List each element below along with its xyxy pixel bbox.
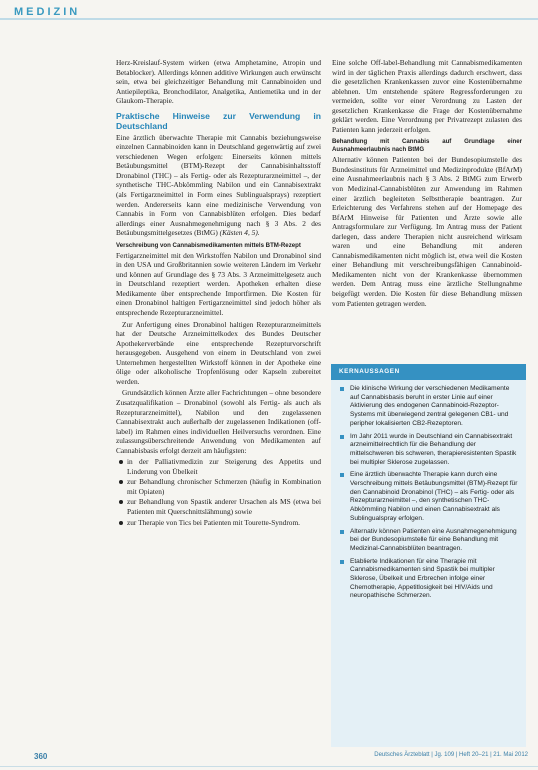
key-statements-list xyxy=(331,380,526,601)
list-item xyxy=(339,385,518,429)
square-bullet-icon xyxy=(340,387,344,391)
list-item xyxy=(116,497,321,516)
key-statements-box xyxy=(331,364,526,747)
list-item-text: in der Palliativmedizin zur Steigerung des Appetits und Linderung von Übelkeit xyxy=(127,457,321,476)
list-item xyxy=(116,518,321,528)
list-item xyxy=(339,471,518,523)
paragraph: Zur Anfertigung eines Dronabinol haltigen Rezepturarzneimittels hat der Deutsche Arzneimittelkodex des Bundes Deutscher Apothekerverbände eine entsprechende Rezepturvorschrift herausgegeben. Ausgehend von einem in Deutschland von zwei Unternehmen hergestellten Wirkstoff können in der Apotheke eine ölige oder alkoholische Tropfenlösung oder Kapseln zubereitet werden. xyxy=(116,319,321,386)
list-item-text: Eine ärztlich überwachte Therapie kann durch eine Verschreibung mittels Betäubungsmittel (BTM)-Rezept für den Cannabinoid Dronabinol (THC) – als Fertig- oder als Rezepturarzneimittel –, den synthetischen THC-Abkömmling Nabilon und einen Cannabisextrakt als Sublingualspray erfolgen. xyxy=(350,471,518,522)
list-item-text: zur Behandlung chronischer Schmerzen (häufig in Kombination mit Opiaten) xyxy=(127,477,321,496)
list-item xyxy=(116,457,321,476)
paragraph: Alternativ können Patienten bei der Bundesopiumstelle des Bundesinstituts für Arzneimittel und Medizinprodukte (BfArM) eine Ausnahmeerlaubnis nach § 3 Abs. 2 BtMG zum Erwerb von Medizinal-Cannabisblüten zur Anwendung im Rahmen einer ärztlich begleiteten Selbsttherapie beantragen. Zur Erleichterung des Verfahrens stehen auf der Homepage des BfArM Hinweise für Patienten und Ärzte sowie alle Antragsformulare zur Verfügung. Im Antrag muss der Patient darlegen, dass andere Therapien nicht ausreichend wirksam waren und eine Behandlung mit anderen Cannabismedikamenten nicht möglich ist, etwa weil die Kosten einer Behandlung mit verschreibungsfähigen Cannabinoid-Medikamenten nicht von der Krankenkasse übernommen werden. Dem Antrag muss eine ärztliche Stellungnahme beigefügt werden. Die Kosten für diese Behandlung müssen vom Patienten getragen werden. xyxy=(332,155,522,308)
square-bullet-icon xyxy=(340,530,344,534)
right-column xyxy=(332,58,522,310)
list-item xyxy=(339,433,518,468)
bullet-icon xyxy=(119,460,123,464)
indication-list xyxy=(116,457,321,527)
list-item xyxy=(339,558,518,602)
list-item-text: Die klinische Wirkung der verschiedenen Medikamente auf Cannabisbasis beruht in erster Linie auf einer Aktivierung des endogenen Cannabinoid-Rezeptor-Systems mit überwiegend zentral gelegenen CB1- und peripher lokalisierten CB2-Rezeptoren. xyxy=(350,385,510,427)
header-rule xyxy=(0,18,538,20)
box-reference: (Kästen 4, 5). xyxy=(219,228,260,238)
section-heading: Praktische Hinweise zur Verwendung in Deutschland xyxy=(116,110,321,131)
left-column xyxy=(116,58,321,528)
list-item xyxy=(339,528,518,554)
list-item xyxy=(116,477,321,496)
square-bullet-icon xyxy=(340,560,344,564)
paragraph: Grundsätzlich können Ärzte aller Fachrichtungen – ohne besondere Zusatzqualifikation – Dronabinol (sowohl als Fertig- als auch als Rezepturarzneimittel), Nabilon und den zugelassenen Cannabisextrakt auch außerhalb der zugelassenen Indikationen (off-label) im Rahmen eines individuellen Heilversuchs verordnen. Eine zulassungsüberschreitende Anwendung von Medikamenten auf Cannabisbasis erfolgt derzeit am häufigsten: xyxy=(116,388,321,455)
paragraph-text: Eine ärztlich überwachte Therapie mit Cannabis beziehungsweise einzelnen Cannabinoiden kann in Deutschland gegenwärtig auf zwei verschiedenen Wegen erfolgen: Einerseits können mittels Betäubungsmittel (BTM)-Rezept der Cannabisinhaltsstoff Dronabinol (THC) – als Fertig- oder als Rezepturarzneimittel –, der synthetische THC-Abkömmling Nabilon und ein Cannabisextrakt (als Fertigarzneimittel in Form eines Sublingualsprays) rezeptiert werden. Andererseits kann eine medizinische Verwendung von Cannabis in Form von Cannabisblüten erfolgen. Dies bedarf allerdings einer Ausnahmegenehmigung nach § 3 Abs. 2 des Betäubungsmittelgesetzes (BtMG) xyxy=(116,132,321,238)
list-item-text: Alternativ können Patienten eine Ausnahmegenehmigung bei der Bundesopiumstelle für eine Behandlung mit Medizinal-Cannabisblüten beantragen. xyxy=(350,527,517,552)
paragraph: Fertigarzneimittel mit den Wirkstoffen Nabilon und Dronabinol sind in den USA und Großbritannien sowie weiteren Ländern im Verkehr und können auf Grundlage des § 73 Abs. 3 Arzneimittelgesetz auch in Deutschland rezeptiert werden. Apotheken erhalten diese Medikamente über entsprechende Importfirmen. Die Kosten für einen Dronabinol haltigen Fertigarzneimittel sind jedoch höher als entsprechende Rezepturarzneimittel. xyxy=(116,250,321,318)
bullet-icon xyxy=(119,500,123,504)
list-item-text: Im Jahr 2011 wurde in Deutschland ein Cannabisextrakt arzneimittelrechtlich für die Behandlung der mittelschweren bis schweren, therapieresistenten Spastik bei multipler Sklerose zugelassen. xyxy=(350,432,517,466)
paragraph: Herz-Kreislauf-System wirken (etwa Amphetamine, Atropin und Betablocker). Allerdings können additive Wirkungen auch erwünscht sein, etwa bei gleichzeitiger Behandlung mit Cannabinoiden und Antiepileptika, Bronchodilator, Analgetika, Antiemetika und in der Glaukom-Therapie. xyxy=(116,58,321,106)
paragraph xyxy=(116,133,321,238)
list-item-text: zur Therapie von Tics bei Patienten mit Tourette-Syndrom. xyxy=(127,517,300,527)
list-item-text: Etablierte Indikationen für eine Therapie mit Cannabismedikamenten sind Spastik bei multipler Sklerose, Übelkeit und Erbrechen infolge einer Chemotherapie, Appetitlosigkeit bei HIV/Aids und neuropathische Schmerzen. xyxy=(350,557,495,600)
square-bullet-icon xyxy=(340,473,344,477)
journal-citation: Deutsches Ärzteblatt | Jg. 109 | Heft 20–21 | 21. Mai 2012 xyxy=(374,752,528,758)
section-rubric: MEDIZIN xyxy=(14,6,81,18)
subheading: Behandlung mit Cannabis auf Grundlage einer Ausnahmeerlaubnis nach BtMG xyxy=(332,138,522,154)
list-item-text: zur Behandlung von Spastik anderer Ursachen als MS (etwa bei Patienten mit Querschnittslähmung) sowie xyxy=(127,497,321,516)
bullet-icon xyxy=(119,480,123,484)
square-bullet-icon xyxy=(340,435,344,439)
subheading: Verschreibung von Cannabismedikamenten mittels BTM-Rezept xyxy=(116,241,301,249)
paragraph: Eine solche Off-label-Behandlung mit Cannabismedikamenten wird in der täglichen Praxis allerdings dadurch erschwert, dass die gesetzlichen Krankenkassen zuvor eine Kostenübernahme ablehnen. Um entstehende spätere Regressforderungen zu vermeiden, sollte vor einer Verordnung zu Lasten der gesetzlichen Krankenkasse die Frage der Kostenübernahme geklärt werden. Eine Verordnung per Privatrezept zulasten des Patienten kann jederzeit erfolgen. xyxy=(332,58,522,134)
page-number: 360 xyxy=(34,752,48,761)
bullet-icon xyxy=(119,521,123,525)
footer-rule xyxy=(0,766,538,767)
box-title: KERNAUSSAGEN xyxy=(331,364,526,380)
